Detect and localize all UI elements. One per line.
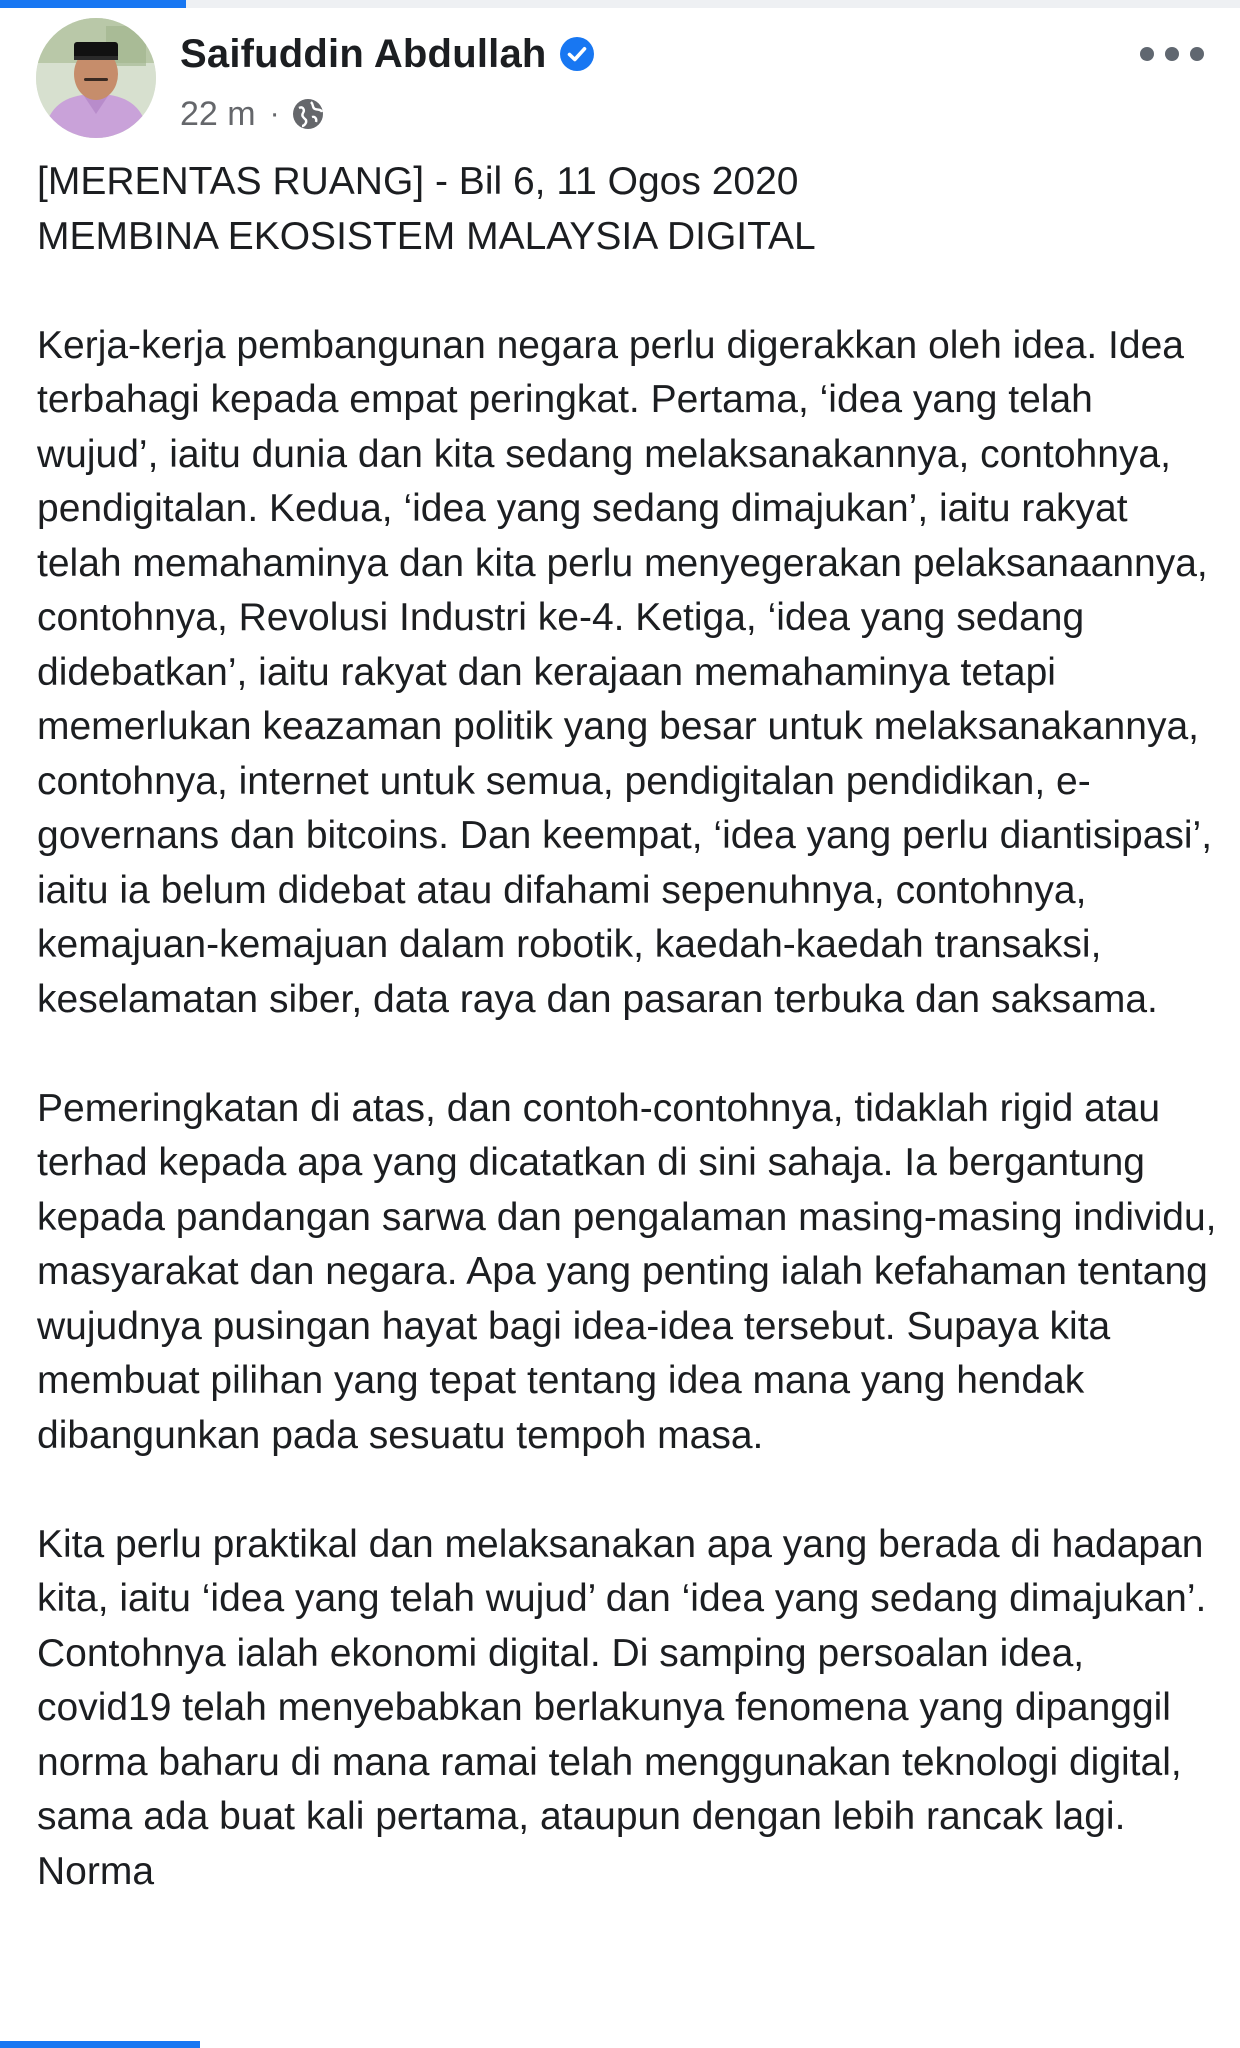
paragraph-spacer [37, 1463, 1217, 1518]
more-horizontal-icon [1140, 47, 1154, 61]
author-block [180, 28, 595, 134]
globe-icon [290, 96, 326, 132]
post-title-line-1: [MERENTAS RUANG] - Bil 6, 11 Ogos 2020 [37, 160, 799, 203]
more-horizontal-icon-dot [1165, 47, 1179, 61]
more-options-button[interactable] [1140, 34, 1204, 74]
post-paragraph-3: Kita perlu praktikal dan melaksanakan apa yang berada di hadapan kita, iaitu ‘idea yang telah wujud’ dan ‘idea yang sedang dimajukan’. Contohnya ialah ekonomi digital. Di samping persoalan idea, covid19 telah menyebabkan berlakunya fenomena yang dipanggil norma baharu di mana ramai telah menggunakan teknologi digital, sama ada buat kali pertama, ataupun dengan lebih rancak lagi. Norma [37, 1522, 1218, 1893]
profile-photo [36, 18, 156, 138]
bottom-scroll-indicator [0, 2041, 200, 2048]
avatar[interactable] [36, 18, 156, 138]
paragraph-spacer [37, 1027, 1217, 1082]
author-row [180, 28, 595, 80]
post-body [37, 155, 1228, 1899]
post-meta [180, 94, 595, 134]
verified-badge-icon [559, 36, 595, 72]
post-paragraph-1: Kerja-kerja pembangunan negara perlu digerakkan oleh idea. Idea terbahagi kepada empat peringkat. Pertama, ‘idea yang telah wujud’, iaitu dunia dan kita sedang melaksanakannya, contohnya, pendigitalan. Kedua, ‘idea yang sedang dimajukan’, iaitu rakyat telah memahaminya dan kita perlu menyegerakan pelaksanaannya, contohnya, Revolusi Industri ke-4. Ketiga, ‘idea yang sedang didebatkan’, iaitu rakyat dan kerajaan memahaminya tetapi memerlukan keazaman politik yang besar untuk melaksanakannya, contohnya, internet untuk semua, pendigitalan pendidikan, e-governans dan bitcoins. Dan keempat, ‘idea yang perlu diantisipasi’, iaitu ia belum didebat atau difahami sepenuhnya, contohnya, kemajuan-kemajuan dalam robotik, kaedah-kaedah transaksi, keselamatan siber, data raya dan pasaran terbuka dan saksama. [37, 323, 1223, 1021]
post-title-line-2: MEMBINA EKOSISTEM MALAYSIA DIGITAL [37, 214, 816, 258]
post-header [36, 16, 1204, 146]
post-paragraph-2: Pemeringkatan di atas, dan contoh-contohnya, tidaklah rigid atau terhad kepada apa yang dicatatkan di sini sahaja. Ia bergantung kepada pandangan sarwa dan pengalaman masing-masing individu, masyarakat dan negara. Apa yang penting ialah kefahaman tentang wujudnya pusingan hayat bagi idea-idea tersebut. Supaya kita membuat pilihan yang tepat tentang idea mana yang hendak dibangunkan pada sesuatu tempoh masa. [37, 1086, 1228, 1457]
author-name[interactable]: Saifuddin Abdullah [180, 31, 547, 76]
meta-separator: · [269, 97, 280, 130]
loading-progress-fill [0, 0, 186, 8]
paragraph-spacer [37, 264, 1217, 319]
post-timestamp[interactable]: 22 m [180, 94, 256, 133]
more-horizontal-icon-dot [1190, 47, 1204, 61]
loading-progress-bar [0, 0, 1240, 8]
